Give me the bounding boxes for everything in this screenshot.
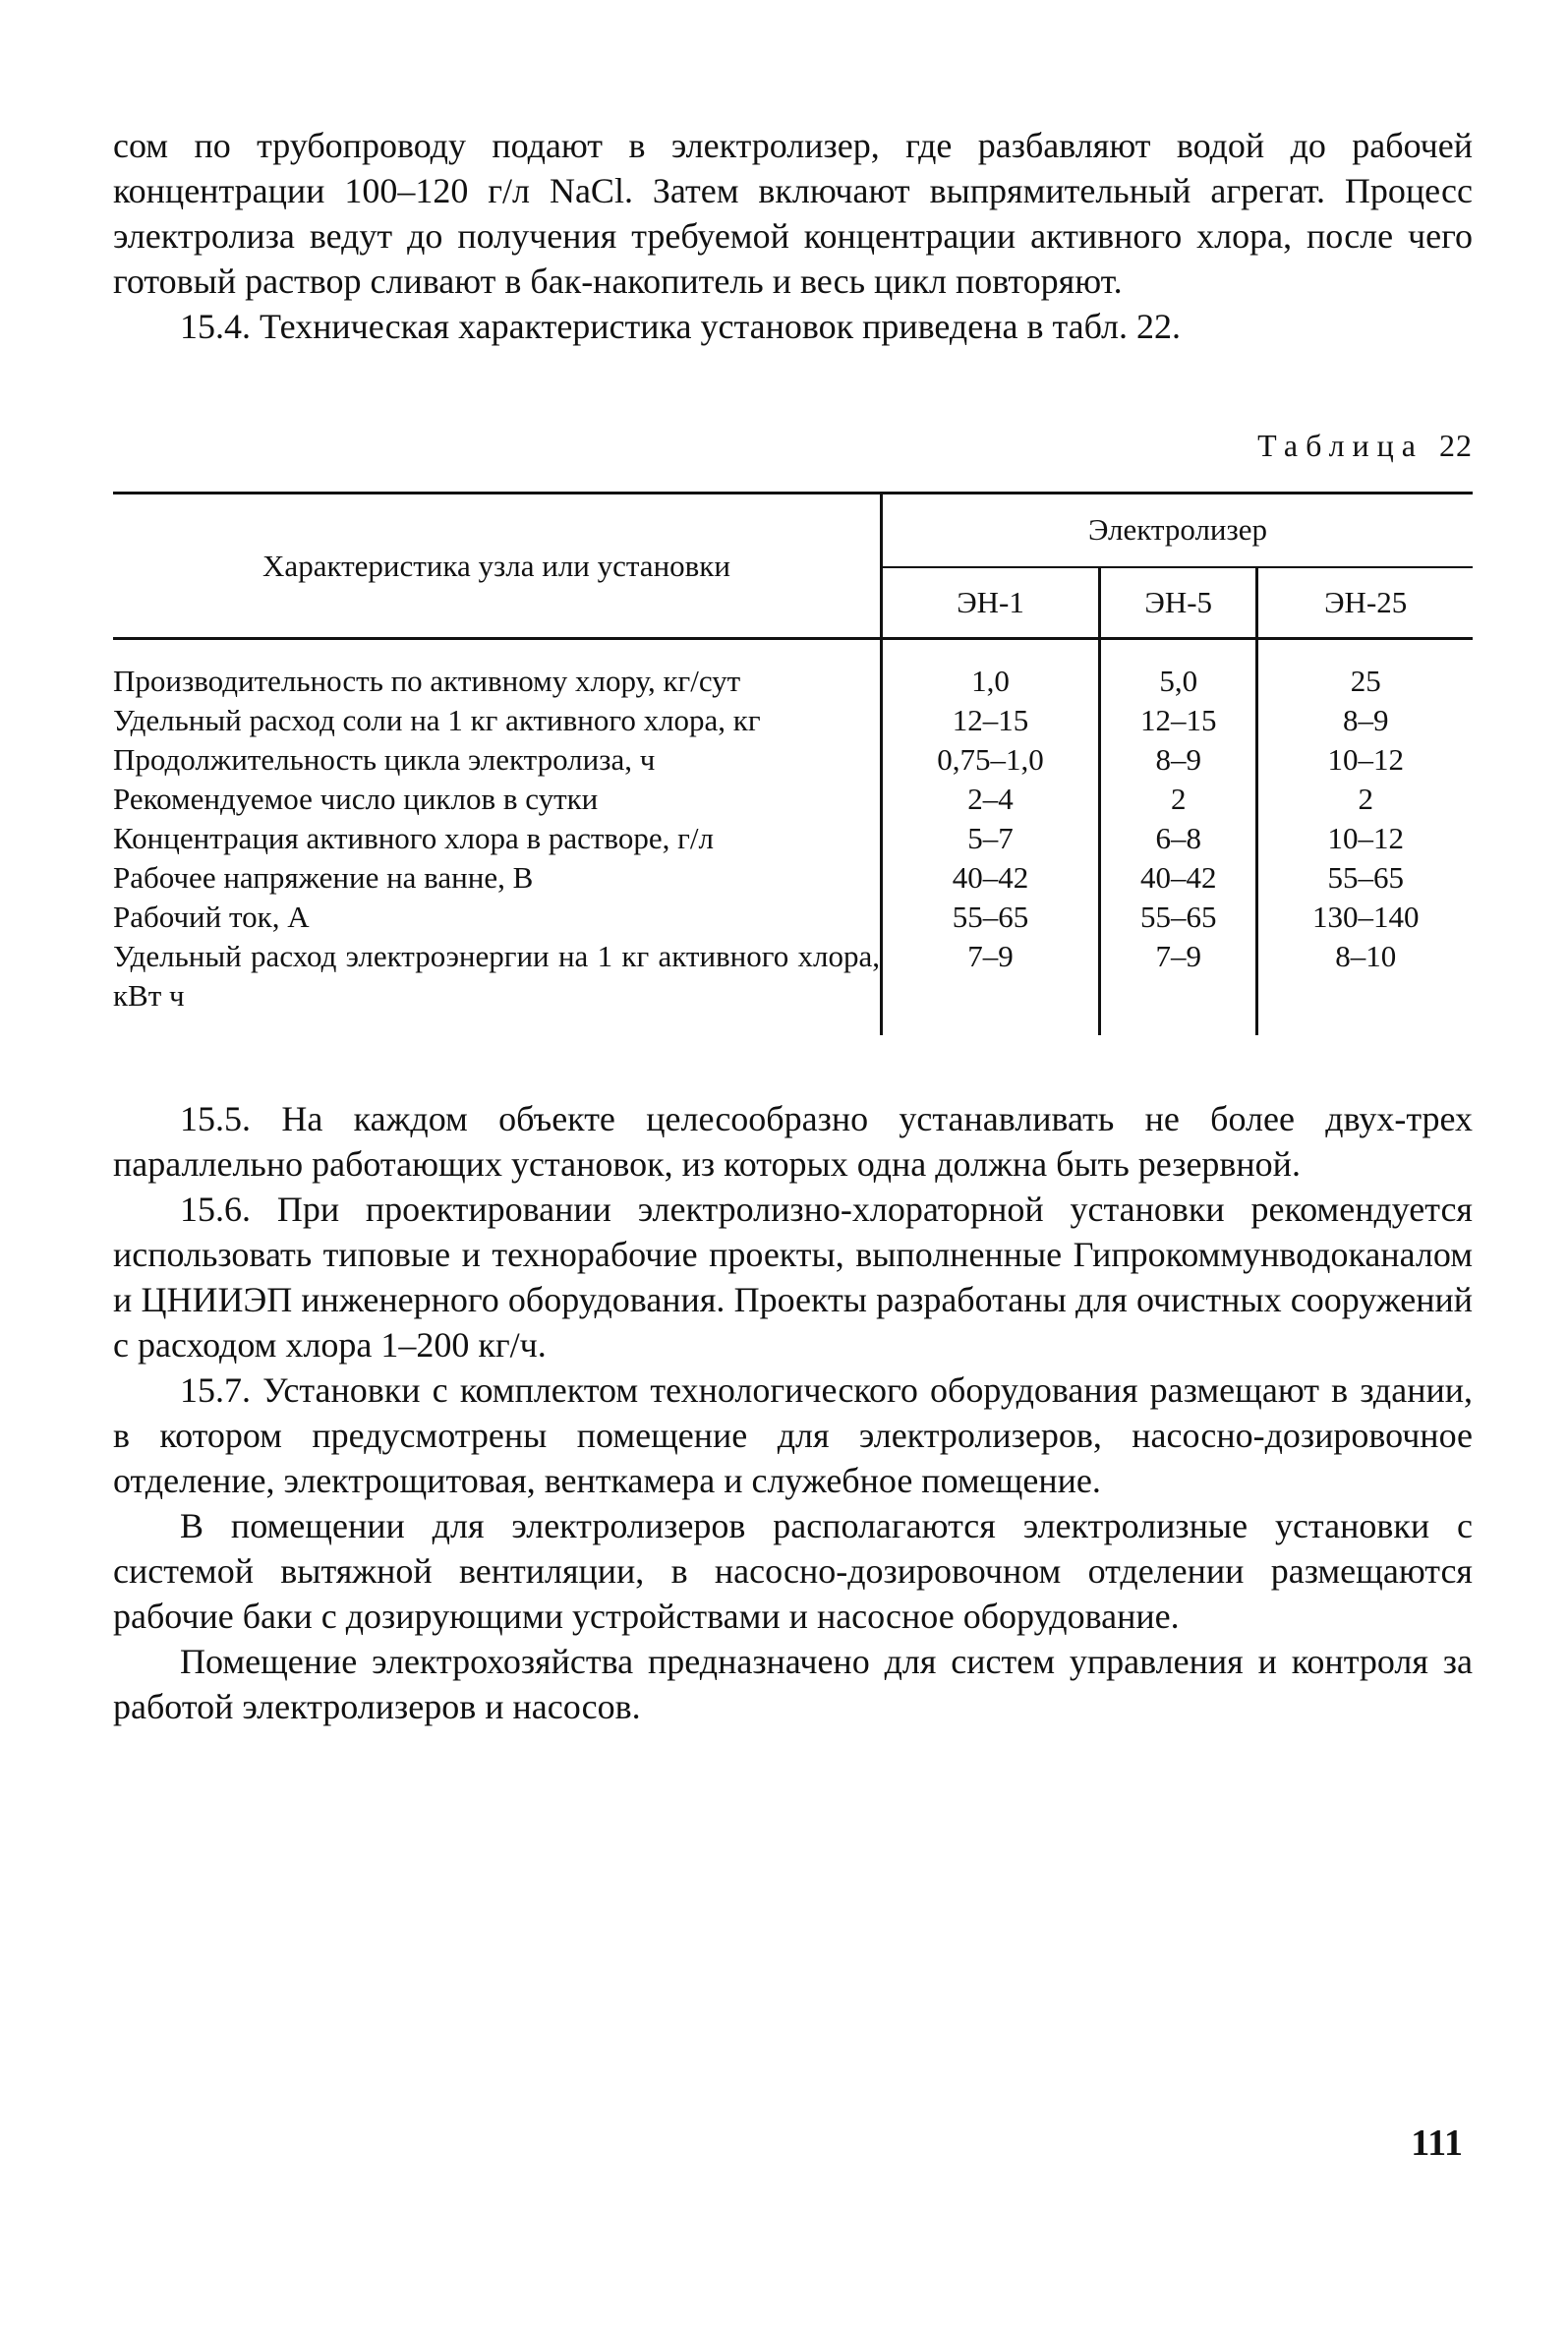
paragraph-15-5: 15.5. На каждом объекте целесообразно устанавливать не более двух-трех параллельно работающих установок, из которых одна должна быть резервной.	[113, 1099, 1473, 1184]
cell-en25: 25	[1257, 639, 1473, 702]
table-row	[113, 639, 1473, 702]
cell-en25: 10–12	[1257, 740, 1473, 780]
column-header-en25: ЭН-25	[1257, 567, 1473, 639]
table-row	[113, 937, 1473, 1035]
page-number: 111	[1411, 2122, 1463, 2164]
cell-en1: 1,0	[882, 639, 1100, 702]
cell-en5: 6–8	[1100, 819, 1257, 858]
cell-en25: 130–140	[1257, 898, 1473, 937]
row-label: Рабочее напряжение на ванне, В	[113, 860, 534, 895]
cell-en1: 5–7	[882, 819, 1100, 858]
row-label: Удельный расход электроэнергии на 1 кг активного хлора, кВт ч	[113, 939, 880, 1013]
row-label: Продолжительность цикла электролиза, ч	[113, 742, 656, 777]
cell-en25: 2	[1257, 780, 1473, 819]
table-row	[113, 819, 1473, 858]
cell-en5: 7–9	[1100, 937, 1257, 1035]
table-row	[113, 740, 1473, 780]
paragraph-electrolyzer-room: В помещении для электролизеров располагаются электролизные установки с системой вытяжной вентиляции, в насосно-дозировочном отделении размещаются рабочие баки с дозирующими устройствами и насосное оборудование.	[113, 1506, 1473, 1636]
paragraph-electrical-room: Помещение электрохозяйства предназначено для систем управления и контроля за работой электролизеров и насосов.	[113, 1642, 1473, 1726]
cell-en5: 8–9	[1100, 740, 1257, 780]
table-row	[113, 780, 1473, 819]
cell-en1: 55–65	[882, 898, 1100, 937]
table-row	[113, 701, 1473, 740]
cell-en5: 55–65	[1100, 898, 1257, 937]
cell-en5: 40–42	[1100, 858, 1257, 898]
column-header-en1: ЭН-1	[882, 567, 1100, 639]
cell-en1: 2–4	[882, 780, 1100, 819]
paragraph-15-7: 15.7. Установки с комплектом технологического оборудования размещают в здании, в котором предусмотрены помещение для электролизеров, насосно-дозировочное отделение, электрощитовая, венткамера и служебное помещение.	[113, 1370, 1473, 1500]
cell-en25: 55–65	[1257, 858, 1473, 898]
cell-en1: 12–15	[882, 701, 1100, 740]
body-text-after-table	[113, 1096, 1473, 1729]
header-electrolyzer: Электролизер	[882, 494, 1474, 567]
header-characteristic: Характеристика узла или установки	[113, 494, 882, 639]
cell-en25: 10–12	[1257, 819, 1473, 858]
table-row	[113, 898, 1473, 937]
row-label: Концентрация активного хлора в растворе, г/л	[113, 821, 714, 855]
paragraph-15-4: 15.4. Техническая характеристика установок приведена в табл. 22.	[180, 307, 1182, 346]
row-label: Удельный расход соли на 1 кг активного хлора, кг	[113, 703, 761, 737]
paragraph-top: сом по трубопроводу подают в электролизер, где разбавляют водой до рабочей концентрации 100–120 г/л NaCl. Затем включают выпрямительный агрегат. Процесс электролиза ведут до получения требуемой концентрации активного хлора, после чего готовый раствор сливают в бак-накопитель и весь цикл повторяют.	[113, 126, 1473, 301]
cell-en5: 5,0	[1100, 639, 1257, 702]
row-label: Рекомендуемое число циклов в сутки	[113, 782, 599, 816]
table-title-number: 22	[1439, 428, 1473, 463]
cell-en5: 2	[1100, 780, 1257, 819]
row-label: Производительность по активному хлору, кг/сут	[113, 664, 741, 698]
cell-en25: 8–10	[1257, 937, 1473, 1035]
row-label: Рабочий ток, А	[113, 900, 310, 934]
cell-en25: 8–9	[1257, 701, 1473, 740]
column-header-en5: ЭН-5	[1100, 567, 1257, 639]
table-title	[113, 428, 1473, 464]
table-row	[113, 858, 1473, 898]
cell-en1: 7–9	[882, 937, 1100, 1035]
cell-en1: 40–42	[882, 858, 1100, 898]
table-title-word: Таблица	[1257, 428, 1423, 463]
spec-table	[113, 492, 1473, 1035]
cell-en1: 0,75–1,0	[882, 740, 1100, 780]
cell-en5: 12–15	[1100, 701, 1257, 740]
paragraph-15-6: 15.6. При проектировании электролизно-хлораторной установки рекомендуется использовать типовые и техноpабочие проекты, выполненные Гипрокоммунводоканалом и ЦНИИЭП инженерного оборудования. Проекты разработаны для очистных сооружений с расходом хлора 1–200 кг/ч.	[113, 1190, 1473, 1365]
